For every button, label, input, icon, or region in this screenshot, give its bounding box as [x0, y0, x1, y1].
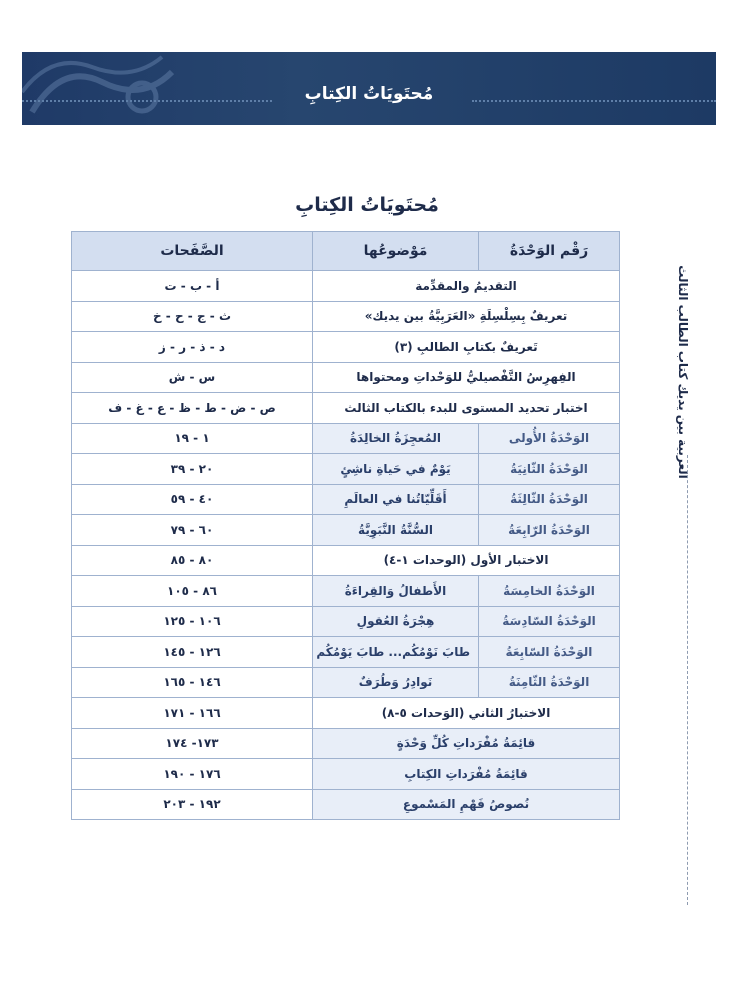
row-unit: الوَحْدَةُ الثّالِثَةُ — [479, 484, 620, 515]
row-unit: الوَحْدَةُ السّابِعَةُ — [479, 637, 620, 668]
row-pages: د - ذ - ر - ز — [72, 332, 313, 363]
row-pages: ١٦٦ - ١٧١ — [72, 698, 313, 729]
page-title: مُحتَويَاتُ الكِتابِ — [295, 194, 439, 216]
row-label: الاختبارُ الثاني (الوَحدات ٥-٨) — [313, 698, 620, 729]
row-topic: الأَطفالُ وَالقِراءَةُ — [313, 576, 479, 607]
row-label: تَعريفٌ بكتابِ الطالبِ (٣) — [313, 332, 620, 363]
row-pages: أ - ب - ت — [72, 271, 313, 302]
table-row — [72, 667, 620, 698]
table-row — [72, 301, 620, 332]
row-pages: ٨٠ - ٨٥ — [72, 545, 313, 576]
row-label: الفِهرِسُ التَّفْصيليُّ للوَحْداتِ ومحتواها — [313, 362, 620, 393]
contents-table — [71, 231, 620, 820]
row-topic: طابَ نَوْمُكُم... طابَ يَوْمُكُم — [313, 637, 479, 668]
row-unit: الوَحْدَةُ الثّانِيَةُ — [479, 454, 620, 485]
table-row — [72, 484, 620, 515]
row-label: قائِمَةُ مُفْرَداتِ كُلِّ وَحْدَةٍ — [313, 728, 620, 759]
header-banner — [22, 52, 716, 125]
row-label: تعريفٌ بِسِلْسِلَةِ «العَرَبِيَّةُ بين يديك» — [313, 301, 620, 332]
table-row — [72, 728, 620, 759]
row-pages: س - ش — [72, 362, 313, 393]
row-pages: ١٧٦ - ١٩٠ — [72, 759, 313, 790]
row-unit: الوَحْدَةُ السّادِسَةُ — [479, 606, 620, 637]
row-pages: ١ - ١٩ — [72, 423, 313, 454]
row-label: التقديمُ والمقدِّمة — [313, 271, 620, 302]
row-pages: ث - ج - ح - خ — [72, 301, 313, 332]
side-label-text: العربية بين يديك كتاب الطالب الثالث — [676, 265, 690, 479]
table-row — [72, 271, 620, 302]
row-pages: ١٩٢ - ٢٠٣ — [72, 789, 313, 820]
table-row — [72, 789, 620, 820]
table-row — [72, 576, 620, 607]
row-label: الاختبار الأول (الوحدات ١-٤) — [313, 545, 620, 576]
table-row — [72, 545, 620, 576]
table-row — [72, 332, 620, 363]
row-unit: الوَحْدَةُ الرّابِعَةُ — [479, 515, 620, 546]
side-dashed-line — [687, 455, 688, 905]
table-row — [72, 637, 620, 668]
table-header-row — [72, 232, 620, 271]
row-pages: ١٢٦ - ١٤٥ — [72, 637, 313, 668]
table-row — [72, 362, 620, 393]
banner-title: مُحتَويَاتُ الكِتابِ — [304, 84, 434, 104]
row-label: اختبار تحديد المستوى للبدء بالكتاب الثالث — [313, 393, 620, 424]
row-unit: الوَحْدَةُ الثّامِنَةُ — [479, 667, 620, 698]
side-label — [668, 262, 698, 482]
row-pages: ١٠٦ - ١٢٥ — [72, 606, 313, 637]
row-pages: ٤٠ - ٥٩ — [72, 484, 313, 515]
table-row — [72, 454, 620, 485]
row-pages: ص - ض - ط - ظ - ع - غ - ف — [72, 393, 313, 424]
column-header-pages: الصَّفَحات — [72, 232, 313, 271]
row-topic: أَقَلِّيّاتُنا في العالَمِ — [313, 484, 479, 515]
row-unit: الوَحْدَةُ الخامِسَةُ — [479, 576, 620, 607]
table-row — [72, 606, 620, 637]
table-row — [72, 393, 620, 424]
row-label: نُصوصُ فَهْمِ المَسْموعِ — [313, 789, 620, 820]
row-topic: يَوْمٌ في حَياةِ ناشِئٍ — [313, 454, 479, 485]
row-pages: ٦٠ - ٧٩ — [72, 515, 313, 546]
row-topic: نَوادِرُ وَطُرَفٌ — [313, 667, 479, 698]
row-pages: ١٤٦ - ١٦٥ — [72, 667, 313, 698]
table-row — [72, 515, 620, 546]
table-row — [72, 423, 620, 454]
table-row — [72, 759, 620, 790]
row-pages: ٢٠ - ٣٩ — [72, 454, 313, 485]
row-unit: الوَحْدَةُ الأُولى — [479, 423, 620, 454]
row-pages: ٨٦ - ١٠٥ — [72, 576, 313, 607]
column-header-topic: مَوْضوعُها — [313, 232, 479, 271]
row-topic: السُّنَّةُ النَّبَوِيَّةُ — [313, 515, 479, 546]
row-pages: ١٧٣- ١٧٤ — [72, 728, 313, 759]
table-row — [72, 698, 620, 729]
row-topic: هِجْرَةُ العُقولِ — [313, 606, 479, 637]
row-topic: المُعجِزَةُ الخالِدَةُ — [313, 423, 479, 454]
column-header-unit: رَقْم الوَحْدَةُ — [479, 232, 620, 271]
row-label: قائِمَةُ مُفْرَداتِ الكِتابِ — [313, 759, 620, 790]
